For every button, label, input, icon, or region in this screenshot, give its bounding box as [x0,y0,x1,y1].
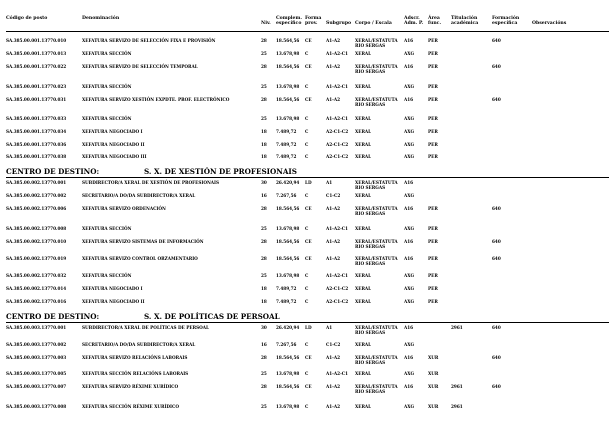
cell-code: SA.385.00.001.13770.013 [6,51,67,56]
cell-comp: 18.564,56 [276,355,300,360]
cell-adscr: AXG [404,51,415,56]
cell-comp: 18.564,56 [276,384,300,389]
cell-code: SA.385.00.001.13770.036 [6,142,67,147]
cell-name: XEFATURA SECCIÓN RÉXIME XURÍDICO [82,404,179,409]
cell-forma: CE [305,206,312,211]
cell-adscr: AXG [404,371,415,376]
cell-adscr: AXG [404,84,415,89]
header-rule [6,31,609,32]
cell-sub: A1-A2-C1 [326,51,349,56]
cell-name: XEFATURA NEGOCIADO II [82,142,145,147]
cell-corpo: XERAL [355,129,372,134]
table-row [0,355,615,365]
cell-sub: A2-C1-C2 [326,286,349,291]
cell-corpo: XERAL/ESTATUTA RIO SERGAS [355,256,398,266]
cell-area: PER [428,256,438,261]
cell-code: SA.385.00.002.13770.006 [6,206,67,211]
cell-formacion: 640 [492,64,501,69]
cell-area: XUR [428,404,439,409]
cell-name: XEFATURA SERVIZO RELACIÓNS LABORAIS [82,355,188,360]
cell-adscr: A16 [404,38,414,43]
cell-formacion: 640 [492,206,501,211]
centro-name: S. X. DE POLÍTICAS DE PERSOAL [144,312,280,321]
table-row [0,142,615,152]
cell-area: PER [428,154,438,159]
table-row [0,256,615,266]
table-row [0,371,615,381]
cell-titulacion: 2961 [451,404,463,409]
header-complem-1: Complem. [276,16,302,21]
cell-code: SA.385.00.003.13770.007 [6,384,67,389]
cell-forma: CE [305,38,312,43]
table-row [0,180,615,190]
cell-comp: 13.678,98 [276,404,300,409]
cell-name: SECRETARIO/A DO/DA SUBDIRECTOR/A XERAL [82,342,196,347]
cell-sub: A1-A2 [326,97,341,102]
cell-nivel: 18 [261,154,267,159]
cell-forma: CE [305,97,312,102]
cell-sub: A1-A2 [326,38,341,43]
cell-area: PER [428,51,438,56]
cell-formacion: 640 [492,325,501,330]
table-row [0,286,615,296]
centro-destino-heading [6,168,609,177]
cell-adscr: AXG [404,116,415,121]
cell-formacion: 640 [492,38,501,43]
table-row [0,404,615,414]
cell-code: SA.385.00.001.13770.038 [6,154,67,159]
table-row [0,239,615,249]
header-subgrupo: Subgrupo [326,21,352,26]
cell-adscr: AXG [404,142,415,147]
cell-forma: C [305,273,309,278]
cell-code: SA.385.00.002.13770.008 [6,226,67,231]
cell-adscr: A16 [404,97,414,102]
cell-comp: 7.267,56 [276,342,297,347]
cell-corpo: XERAL [355,51,372,56]
header-corpo: Corpo / Escala [355,21,392,26]
cell-code: SA.385.00.001.13770.034 [6,129,67,134]
header-formacion-2: específica [492,21,518,26]
cell-comp: 18.564,56 [276,97,300,102]
header-forma-1: Forma [305,16,322,21]
table-header [0,14,615,36]
cell-adscr: AXG [404,193,415,198]
cell-adscr: A16 [404,180,414,185]
cell-adscr: AXG [404,226,415,231]
header-observacions: Observacións [532,21,567,26]
cell-comp: 13.678,98 [276,273,300,278]
cell-code: SA.385.00.002.13770.002 [6,193,67,198]
cell-forma: C [305,84,309,89]
cell-corpo: XERAL [355,299,372,304]
cell-area: PER [428,299,438,304]
cell-formacion: 640 [492,97,501,102]
cell-comp: 7.489,72 [276,299,297,304]
cell-forma: C [305,116,309,121]
cell-comp: 13.678,98 [276,226,300,231]
cell-nivel: 25 [261,226,267,231]
cell-corpo: XERAL [355,193,372,198]
cell-sub: A1-A2 [326,206,341,211]
cell-sub: C1-C2 [326,193,341,198]
cell-adscr: AXG [404,286,415,291]
cell-adscr: A16 [404,206,414,211]
cell-comp: 13.678,98 [276,84,300,89]
cell-name: XEFATURA SECCIÓN [82,84,132,89]
cell-name: XEFATURA SERVIZO RÉXIME XURÍDICO [82,384,179,389]
cell-name: XEFATURA SECCIÓN [82,116,132,121]
cell-nivel: 25 [261,273,267,278]
cell-code: SA.385.00.003.13770.002 [6,342,67,347]
cell-forma: C [305,129,309,134]
cell-corpo: XERAL/ESTATUTA RIO SERGAS [355,206,398,216]
cell-code: SA.385.00.003.13770.003 [6,355,67,360]
cell-adscr: AXG [404,342,415,347]
cell-corpo: XERAL [355,116,372,121]
cell-area: PER [428,273,438,278]
cell-code: SA.385.00.001.13770.010 [6,38,67,43]
cell-sub: A1-A2-C1 [326,371,349,376]
cell-nivel: 30 [261,325,267,330]
cell-formacion: 640 [492,256,501,261]
table-row [0,206,615,216]
cell-nivel: 25 [261,371,267,376]
header-titulacion-1: Titulación [451,16,478,21]
cell-adscr: A16 [404,256,414,261]
cell-adscr: A16 [404,325,414,330]
cell-nivel: 25 [261,84,267,89]
centro-rule [6,322,609,323]
table-row [0,325,615,335]
cell-code: SA.385.00.002.13770.016 [6,299,67,304]
cell-name: SUBDIRECTOR/A XERAL DE XESTIÓN DE PROFESIONAIS [82,180,220,185]
cell-sub: A1-A2-C1 [326,116,349,121]
cell-nivel: 28 [261,384,267,389]
cell-forma: C [305,404,309,409]
cell-name: XEFATURA NEGOCIADO I [82,286,143,291]
cell-nivel: 28 [261,206,267,211]
cell-comp: 13.678,98 [276,116,300,121]
header-area-2: func. [428,21,442,26]
cell-forma: C [305,226,309,231]
cell-titulacion: 2961 [451,384,463,389]
cell-nivel: 18 [261,286,267,291]
cell-name: XEFATURA SERVIZO DE SELECCIÓN TEMPORAL [82,64,198,69]
header-denominacion: Denominación [82,16,120,21]
cell-corpo: XERAL [355,371,372,376]
centro-label: CENTRO DE DESTINO: [6,312,100,321]
cell-name: XEFATURA NEGOCIADO II [82,299,145,304]
cell-name: XEFATURA SERVIZO SISTEMAS DE INFORMACIÓN [82,239,204,244]
cell-code: SA.385.00.003.13770.005 [6,371,67,376]
cell-corpo: XERAL/ESTATUTA RIO SERGAS [355,180,398,190]
cell-sub: A1-A2-C1 [326,84,349,89]
cell-code: SA.385.00.002.13770.010 [6,239,67,244]
cell-corpo: XERAL/ESTATUTA RIO SERGAS [355,97,398,107]
cell-area: XUR [428,384,439,389]
cell-formacion: 640 [492,239,501,244]
cell-sub: A1 [326,325,333,330]
cell-corpo: XERAL [355,342,372,347]
cell-forma: C [305,154,309,159]
cell-forma: LD [305,180,312,185]
cell-area: PER [428,239,438,244]
cell-nivel: 28 [261,64,267,69]
cell-comp: 13.678,98 [276,51,300,56]
cell-name: XEFATURA SECCIÓN [82,51,132,56]
cell-area: XUR [428,371,439,376]
header-adscr-1: Adscr. [404,16,420,21]
table-row [0,273,615,283]
cell-name: XEFATURA NEGOCIADO III [82,154,147,159]
table-row [0,193,615,203]
cell-forma: C [305,342,309,347]
cell-name: XEFATURA SECCIÓN [82,273,132,278]
cell-corpo: XERAL/ESTATUTA RIO SERGAS [355,384,398,394]
cell-comp: 26.420,94 [276,325,300,330]
cell-nivel: 28 [261,239,267,244]
centro-name: S. X. DE XESTIÓN DE PROFESIONAIS [144,167,297,176]
cell-forma: CE [305,64,312,69]
cell-forma: CE [305,384,312,389]
table-row [0,51,615,61]
cell-code: SA.385.00.003.13770.001 [6,325,67,330]
cell-nivel: 18 [261,129,267,134]
cell-corpo: XERAL [355,286,372,291]
header-codigo: Código de posto [6,16,48,21]
cell-forma: CE [305,239,312,244]
centro-label: CENTRO DE DESTINO: [6,167,100,176]
cell-area: PER [428,286,438,291]
cell-sub: A1 [326,180,333,185]
header-area-1: Área [428,16,440,21]
cell-area: PER [428,206,438,211]
table-row [0,226,615,236]
cell-forma: C [305,286,309,291]
cell-corpo: XERAL [355,226,372,231]
cell-forma: C [305,51,309,56]
cell-sub: A1-A2 [326,239,341,244]
cell-adscr: A16 [404,355,414,360]
cell-corpo: XERAL [355,154,372,159]
table-row [0,64,615,74]
cell-forma: C [305,299,309,304]
cell-area: PER [428,116,438,121]
cell-forma: C [305,142,309,147]
cell-corpo: XERAL/ESTATUTA RIO SERGAS [355,239,398,249]
table-row [0,129,615,139]
cell-code: SA.385.00.002.13770.014 [6,286,67,291]
cell-adscr: AXG [404,129,415,134]
cell-nivel: 16 [261,342,267,347]
cell-area: PER [428,129,438,134]
cell-comp: 7.489,72 [276,286,297,291]
cell-nivel: 18 [261,142,267,147]
cell-code: SA.385.00.002.13770.001 [6,180,67,185]
cell-nivel: 25 [261,116,267,121]
cell-code: SA.385.00.001.13770.023 [6,84,67,89]
table-row [0,97,615,107]
cell-area: XUR [428,355,439,360]
cell-titulacion: 2961 [451,325,463,330]
cell-corpo: XERAL/ESTATUTA RIO SERGAS [355,64,398,74]
cell-comp: 18.564,56 [276,64,300,69]
cell-comp: 13.678,98 [276,371,300,376]
cell-nivel: 28 [261,38,267,43]
table-row [0,84,615,94]
cell-forma: LD [305,325,312,330]
cell-comp: 18.564,56 [276,206,300,211]
cell-code: SA.385.00.002.13770.019 [6,256,67,261]
table-row [0,299,615,309]
cell-name: XEFATURA SECCIÓN RELACIÓNS LABORAIS [82,371,189,376]
centro-destino-heading [6,313,609,322]
cell-name: XEFATURA SERVIZO DE SELECCIÓN FIXA E PROVISIÓN [82,38,216,43]
cell-corpo: XERAL/ESTATUTA RIO SERGAS [355,355,398,365]
cell-nivel: 25 [261,51,267,56]
header-nivel: Niv. [261,21,271,26]
cell-area: PER [428,97,438,102]
cell-code: SA.385.00.003.13770.008 [6,404,67,409]
cell-forma: CE [305,355,312,360]
cell-adscr: AXG [404,273,415,278]
cell-corpo: XERAL [355,84,372,89]
cell-nivel: 16 [261,193,267,198]
cell-sub: A1-A2 [326,404,341,409]
centro-rule [6,177,609,178]
cell-adscr: A16 [404,239,414,244]
cell-name: SECRETARIO/A DO/DA SUBDIRECTOR/A XERAL [82,193,196,198]
cell-sub: A1-A2-C1 [326,226,349,231]
cell-sub: A2-C1-C2 [326,142,349,147]
cell-area: PER [428,38,438,43]
cell-code: SA.385.00.001.13770.031 [6,97,67,102]
cell-comp: 7.489,72 [276,142,297,147]
cell-formacion: 640 [492,384,501,389]
cell-area: PER [428,226,438,231]
cell-sub: C1-C2 [326,342,341,347]
cell-name: XEFATURA SERVIZO CONTROL ORZAMENTARIO [82,256,198,261]
header-titulacion-2: académica [451,21,479,26]
cell-area: PER [428,84,438,89]
cell-comp: 7.489,72 [276,154,297,159]
cell-nivel: 25 [261,404,267,409]
cell-comp: 18.564,56 [276,256,300,261]
cell-adscr: A16 [404,384,414,389]
cell-name: XEFATURA SERVIZO XESTIÓN EXPDTE. PROF. ELECTRÓNICO [82,97,230,102]
cell-nivel: 30 [261,180,267,185]
cell-name: XEFATURA NEGOCIADO I [82,129,143,134]
cell-name: XEFATURA SECCIÓN [82,226,132,231]
cell-area: PER [428,64,438,69]
cell-sub: A1-A2 [326,384,341,389]
cell-sub: A1-A2 [326,256,341,261]
cell-forma: C [305,193,309,198]
cell-name: SUBDIRECTOR/A XERAL DE POLÍTICAS DE PERSOAL [82,325,209,330]
cell-sub: A1-A2-C1 [326,273,349,278]
cell-corpo: XERAL/ESTATUTA RIO SERGAS [355,38,398,48]
header-forma-2: prov. [305,21,318,26]
table-row [0,116,615,126]
cell-nivel: 28 [261,355,267,360]
cell-name: XEFATURA SERVIZO ORDENACIÓN [82,206,166,211]
cell-corpo: XERAL [355,273,372,278]
cell-sub: A1-A2 [326,64,341,69]
header-complem-2: específico [276,21,302,26]
cell-comp: 26.420,94 [276,180,300,185]
cell-adscr: AXG [404,299,415,304]
cell-comp: 7.489,72 [276,129,297,134]
table-row [0,38,615,48]
cell-comp: 7.267,56 [276,193,297,198]
cell-comp: 18.564,56 [276,239,300,244]
cell-code: SA.385.00.001.13770.022 [6,64,67,69]
cell-sub: A2-C1-C2 [326,129,349,134]
cell-nivel: 28 [261,256,267,261]
cell-code: SA.385.00.002.13770.032 [6,273,67,278]
cell-corpo: XERAL/ESTATUTA RIO SERGAS [355,325,398,335]
cell-area: PER [428,142,438,147]
table-row [0,384,615,394]
cell-forma: C [305,371,309,376]
cell-adscr: AXG [404,154,415,159]
cell-sub: A2-C1-C2 [326,299,349,304]
cell-sub: A2-C1-C2 [326,154,349,159]
cell-nivel: 28 [261,97,267,102]
cell-corpo: XERAL [355,142,372,147]
header-formacion-1: Formación [492,16,520,21]
cell-nivel: 18 [261,299,267,304]
cell-forma: CE [305,256,312,261]
table-row [0,342,615,352]
header-adscr-2: Adm. P. [404,21,424,26]
cell-comp: 18.564,56 [276,38,300,43]
cell-formacion: 640 [492,355,501,360]
cell-corpo: XERAL [355,404,372,409]
cell-adscr: A16 [404,64,414,69]
cell-code: SA.385.00.001.13770.033 [6,116,67,121]
cell-adscr: AXG [404,404,415,409]
table-row [0,154,615,164]
cell-sub: A1-A2 [326,355,341,360]
